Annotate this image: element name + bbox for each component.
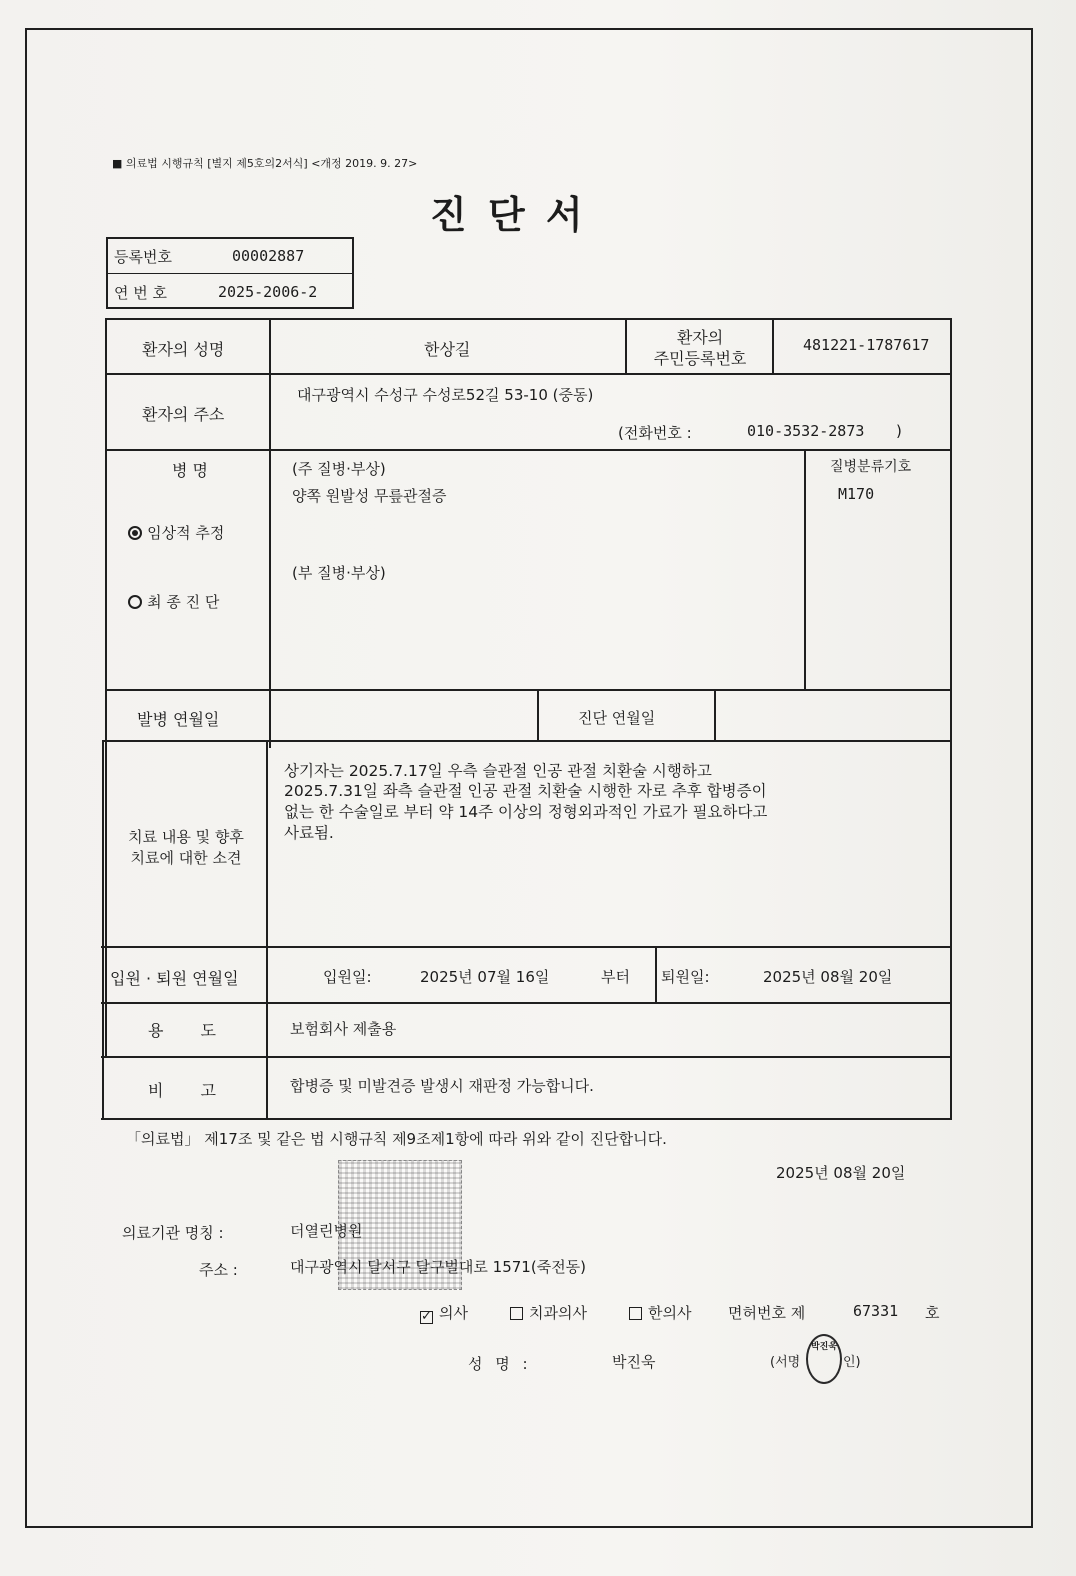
license-suffix: 호 <box>925 1304 940 1322</box>
doctor-label: 의사 <box>439 1304 468 1322</box>
phone-suffix: ) <box>896 422 902 440</box>
license-type-doctor <box>420 1302 468 1324</box>
institution-label: 의료기관 명칭 : <box>122 1224 224 1242</box>
remarks-label: 비 고 <box>148 1081 232 1100</box>
signer-name: 박진욱 <box>612 1353 656 1371</box>
radio-empty-icon <box>128 595 142 609</box>
patient-address: 대구광역시 수성구 수성로52길 53-10 (중동) <box>297 386 594 404</box>
institution-address: 대구광역시 달서구 달구벌대로 1571(죽전동) <box>290 1258 587 1276</box>
issue-date: 2025년 08월 20일 <box>776 1164 906 1182</box>
diagnosis-date-label: 진단 연월일 <box>578 709 656 727</box>
checkbox-empty-icon <box>510 1307 523 1320</box>
patient-phone: 010-3532-2873 <box>747 422 865 440</box>
diagnosis-label: 병 명 <box>172 461 208 480</box>
serial-number-value: 2025-2006-2 <box>218 283 318 301</box>
license-type-dentist <box>510 1302 587 1323</box>
patient-address-label: 환자의 주소 <box>142 405 225 424</box>
phone-prefix: (전화번호 : <box>618 424 692 442</box>
final-diagnosis-label: 최 종 진 단 <box>147 593 220 611</box>
discharge-label: 퇴원일: <box>661 968 710 986</box>
admission-label: 입원 · 퇴원 연월일 <box>110 969 239 988</box>
admission-in-date: 2025년 07월 16일 <box>420 968 550 986</box>
treatment-line: 없는 한 수술일로 부터 약 14주 이상의 정형외과적인 가료가 필요하다고 <box>284 803 768 821</box>
radio-selected-icon <box>128 526 142 540</box>
checkbox-empty-icon <box>629 1307 642 1320</box>
treatment-line: 사료됨. <box>284 824 334 842</box>
discharge-date: 2025년 08월 20일 <box>763 968 893 986</box>
treatment-label-line2: 치료에 대한 소견 <box>130 849 242 867</box>
final-diagnosis-option <box>128 591 219 612</box>
license-number-label: 면허번호 제 <box>728 1304 806 1322</box>
patient-name-label: 환자의 성명 <box>142 340 225 359</box>
remarks-value: 합병증 및 미발견증 발생시 재판정 가능합니다. <box>290 1077 594 1095</box>
treatment-line: 상기자는 2025.7.17일 우측 슬관절 인공 관절 치환술 시행하고 <box>284 762 712 780</box>
certification-statement: 「의료법」 제17조 및 같은 법 시행규칙 제9조제1항에 따라 위와 같이 진단합니다. <box>126 1130 667 1148</box>
rrn-label-line2: 주민등록번호 <box>653 349 747 368</box>
clinical-estimate-label: 임상적 추정 <box>147 524 225 542</box>
disease-code: M170 <box>838 485 875 503</box>
rrn-label-line1: 환자의 <box>676 328 724 347</box>
sign-close: 인) <box>843 1355 861 1370</box>
document-title: 진 단 서 <box>430 193 587 237</box>
signer-label: 성 명 : <box>468 1355 532 1373</box>
treatment-line: 2025.7.31일 좌측 슬관절 인공 관절 치환술 시행한 자로 추후 합병증이 <box>284 782 767 800</box>
patient-name: 한상길 <box>424 340 471 359</box>
sign-open: (서명 <box>770 1355 801 1370</box>
patient-rrn: 481221-1787617 <box>803 336 930 354</box>
purpose-value: 보험회사 제출용 <box>290 1020 397 1038</box>
license-number: 67331 <box>853 1302 899 1320</box>
doctor-seal-stamp: 박진욱 <box>806 1334 842 1384</box>
primary-disease: 양쪽 원발성 무릎관절증 <box>292 487 447 505</box>
license-type-oriental <box>629 1302 691 1323</box>
institution-name: 더열린병원 <box>290 1222 363 1240</box>
onset-date-label: 발병 연월일 <box>137 710 220 729</box>
institution-address-label: 주소 : <box>199 1261 238 1279</box>
reg-number-value: 00002887 <box>232 247 305 265</box>
treatment-label-line1: 치료 내용 및 향후 <box>128 828 244 846</box>
disease-code-label: 질병분류기호 <box>830 459 912 475</box>
dentist-label: 치과의사 <box>529 1304 587 1322</box>
admission-from: 부터 <box>601 968 630 986</box>
oriental-doctor-label: 한의사 <box>648 1304 692 1322</box>
form-reference-note: ■ 의료법 시행규칙 [별지 제5호의2서식] <개정 2019. 9. 27> <box>112 157 418 170</box>
primary-disease-heading: (주 질병·부상) <box>292 460 386 478</box>
serial-number-label: 연 번 호 <box>114 284 168 302</box>
secondary-disease-heading: (부 질병·부상) <box>292 564 386 582</box>
reg-number-label: 등록번호 <box>114 248 172 266</box>
clinical-estimate-option <box>128 522 224 543</box>
admission-in-label: 입원일: <box>323 968 372 986</box>
registration-box <box>106 237 354 309</box>
purpose-label: 용 도 <box>148 1021 232 1040</box>
checkbox-checked-icon: ✓ <box>421 1309 432 1324</box>
